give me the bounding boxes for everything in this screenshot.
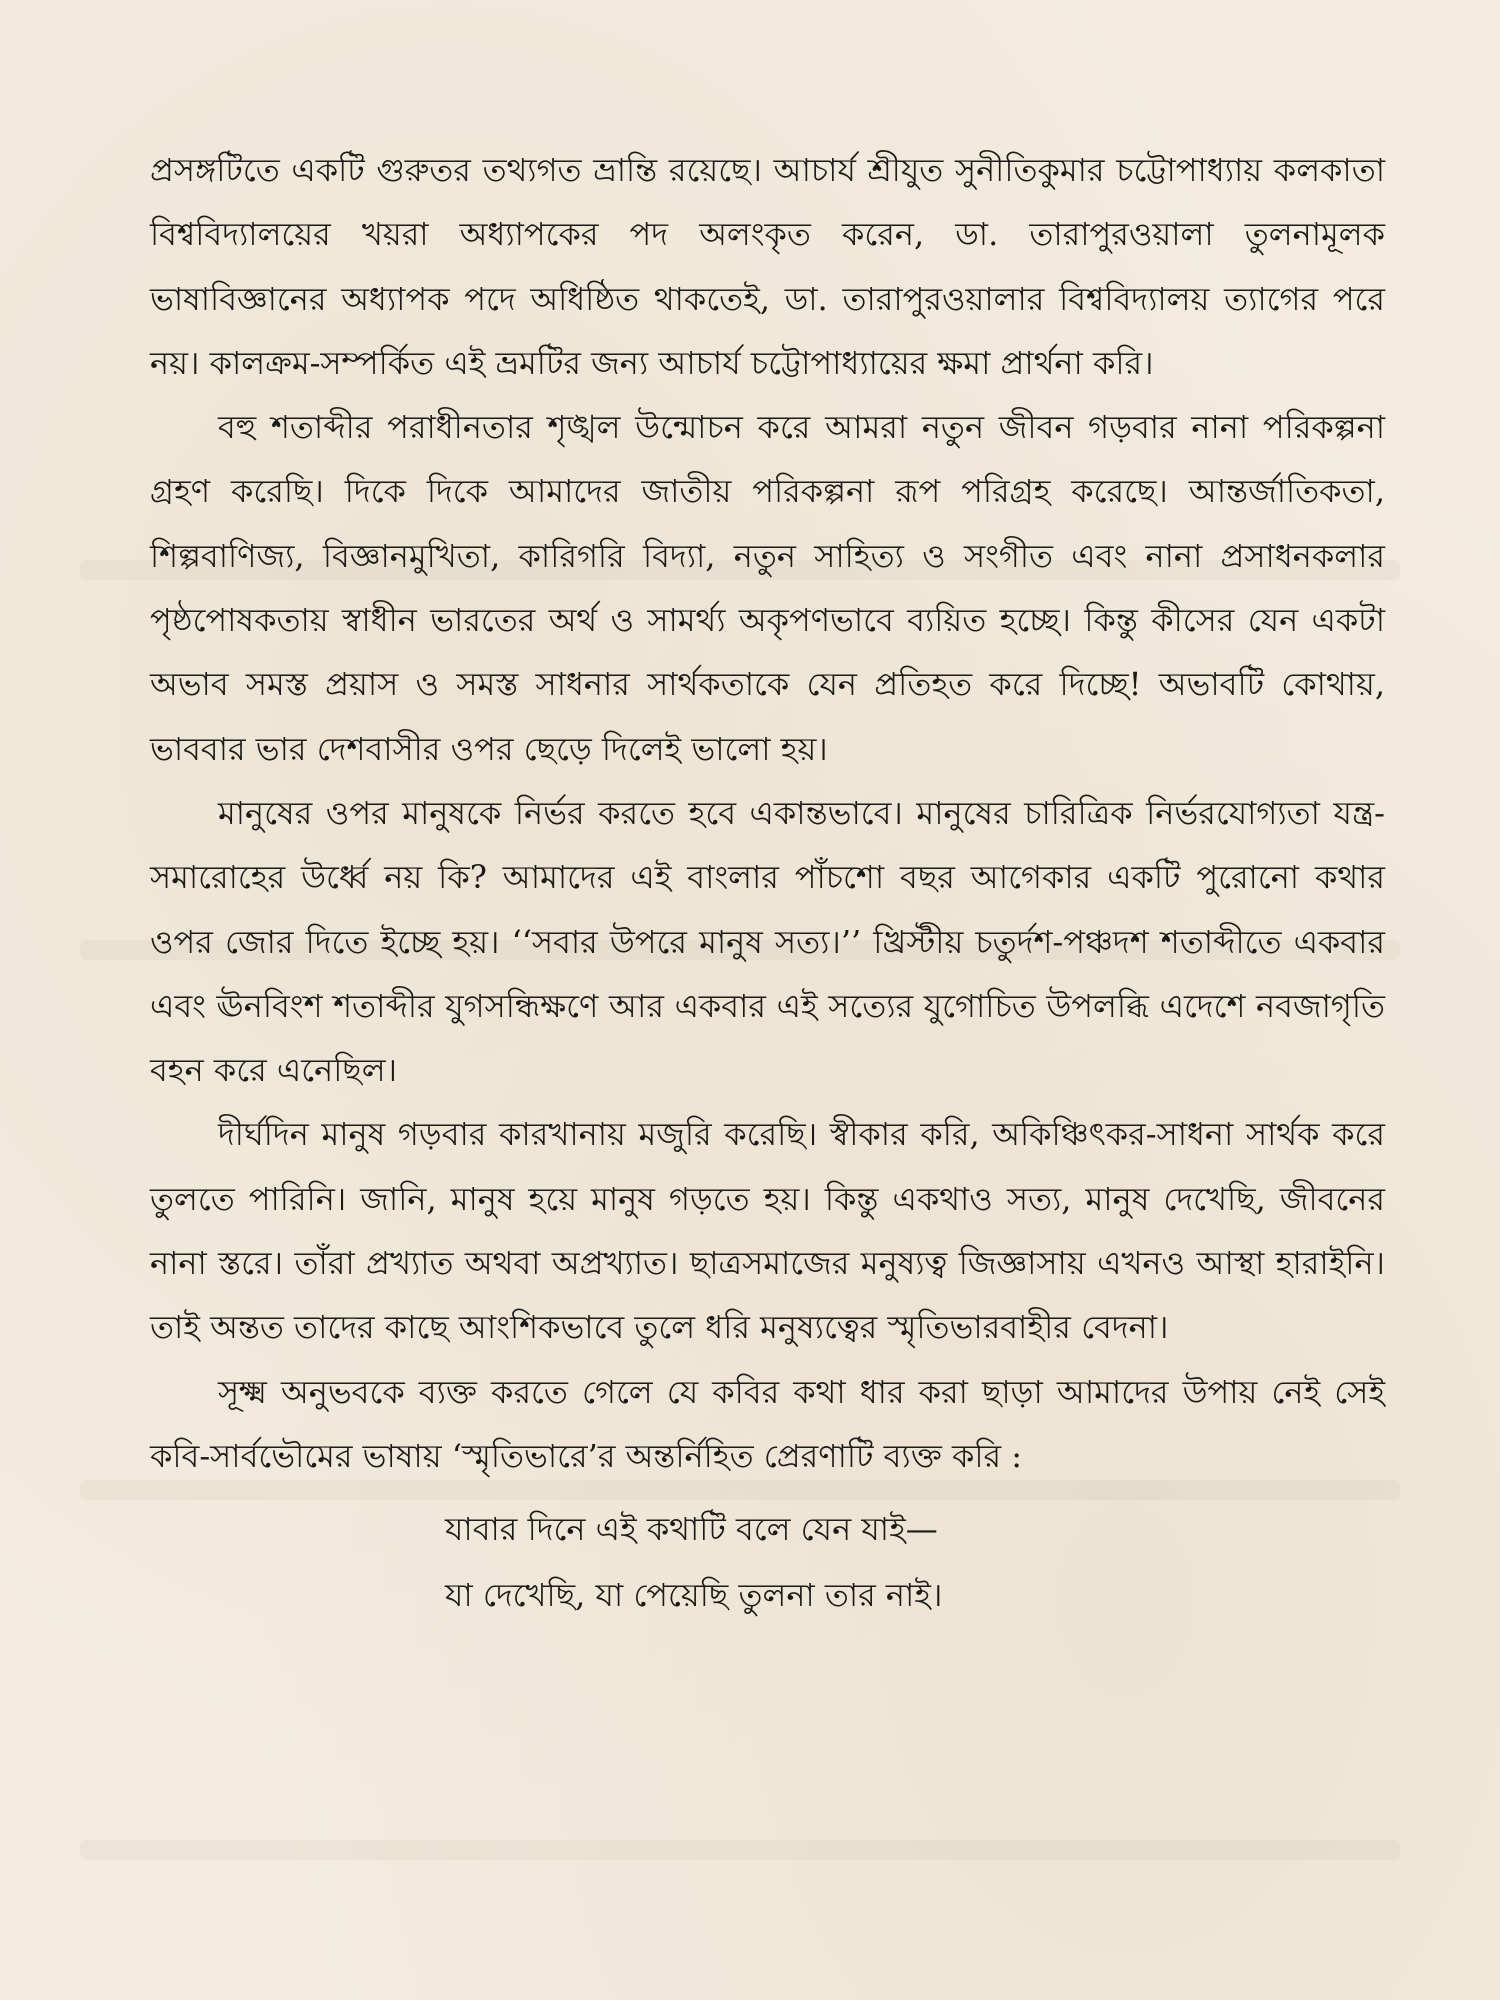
quoted-verse xyxy=(150,1496,1385,1628)
body-text xyxy=(150,138,1385,1628)
paragraph-making-of-people: দীর্ঘদিন মানুষ গড়বার কারখানায় মজুরি করেছি। স্বীকার করি, অকিঞ্চিৎকর-সাধনা সার্থক করে তুলতে পারিনি। জানি, মানুষ হয়ে মানুষ গড়তে হয়। কিন্তু একথাও সত্য, মানুষ দেখেছি, জীবনের নানা স্তরে। তাঁরা প্রখ্যাত অথবা অপ্রখ্যাত। ছাত্রসমাজের মনুষ্যত্ব জিজ্ঞাসায় এখনও আস্থা হারাইনি। তাই অন্তত তাদের কাছে আংশিকভাবে তুলে ধরি মনুষ্যত্বের স্মৃতিভারবাহীর বেদনা। xyxy=(150,1115,1385,1347)
paragraph-poet-quote-intro: সূক্ষ্ম অনুভবকে ব্যক্ত করতে গেলে যে কবির কথা ধার করা ছাড়া আমাদের উপায় নেই সেই কবি-সার্বভৌমের ভাষায় ‘স্মৃতিভারে’র অন্তর্নিহিত প্রেরণাটি ব্যক্ত করি : xyxy=(150,1372,1385,1475)
bleed-through-shadow xyxy=(80,1840,1400,1860)
verse-line-1: যাবার দিনে এই কথাটি বলে যেন যাই— xyxy=(445,1510,938,1549)
paragraph-correction-note: প্রসঙ্গটিতে একটি গুরুতর তথ্যগত ভ্রান্তি রয়েছে। আচার্য শ্রীযুত সুনীতিকুমার চট্টোপাধ্যায় কলকাতা বিশ্ববিদ্যালয়ের খয়রা অধ্যাপকের পদ অলংকৃত করেন, ডা. তারাপুরওয়ালা তুলনামূলক ভাষাবিজ্ঞানের অধ্যাপক পদে অধিষ্ঠিত থাকতেই, ডা. তারাপুরওয়ালার বিশ্ববিদ্যালয় ত্যাগের পরে নয়। কালক্রম-সম্পর্কিত এই ভ্রমটির জন্য আচার্য চট্টোপাধ্যায়ের ক্ষমা প্রার্থনা করি। xyxy=(150,151,1385,382)
paragraph-national-planning: বহু শতাব্দীর পরাধীনতার শৃঙ্খল উন্মোচন করে আমরা নতুন জীবন গড়বার নানা পরিকল্পনা গ্রহণ করেছি। দিকে দিকে আমাদের জাতীয় পরিকল্পনা রূপ পরিগ্রহ করেছে। আন্তর্জাতিকতা, শিল্পবাণিজ্য, বিজ্ঞানমুখিতা, কারিগরি বিদ্যা, নতুন সাহিত্য ও সংগীত এবং নানা প্রসাধনকলার পৃষ্ঠপোষকতায় স্বাধীন ভারতের অর্থ ও সামর্থ্য অকৃপণভাবে ব্যয়িত হচ্ছে। কিন্তু কীসের যেন একটা অভাব সমস্ত প্রয়াস ও সমস্ত সাধনার সার্থকতাকে যেন প্রতিহত করে দিচ্ছে! অভাবটি কোথায়, ভাববার ভার দেশবাসীর ওপর ছেড়ে দিলেই ভালো হয়। xyxy=(150,408,1385,768)
paragraph-human-reliance: মানুষের ওপর মানুষকে নির্ভর করতে হবে একান্তভাবে। মানুষের চারিত্রিক নির্ভরযোগ্যতা যন্ত্র-সমারোহের উর্ধ্বে নয় কি? আমাদের এই বাংলার পাঁচশো বছর আগেকার একটি পুরোনো কথার ওপর জোর দিতে ইচ্ছে হয়। ‘‘সবার উপরে মানুষ সত্য।’’ খ্রিস্টীয় চতুর্দশ-পঞ্চদশ শতাব্দীতে একবার এবং ঊনবিংশ শতাব্দীর যুগসন্ধিক্ষণে আর একবার এই সত্যের যুগোচিত উপলব্ধি এদেশে নবজাগৃতি বহন করে এনেছিল। xyxy=(150,793,1385,1090)
verse-line-2: যা দেখেছি, যা পেয়েছি তুলনা তার নাই। xyxy=(445,1576,943,1615)
